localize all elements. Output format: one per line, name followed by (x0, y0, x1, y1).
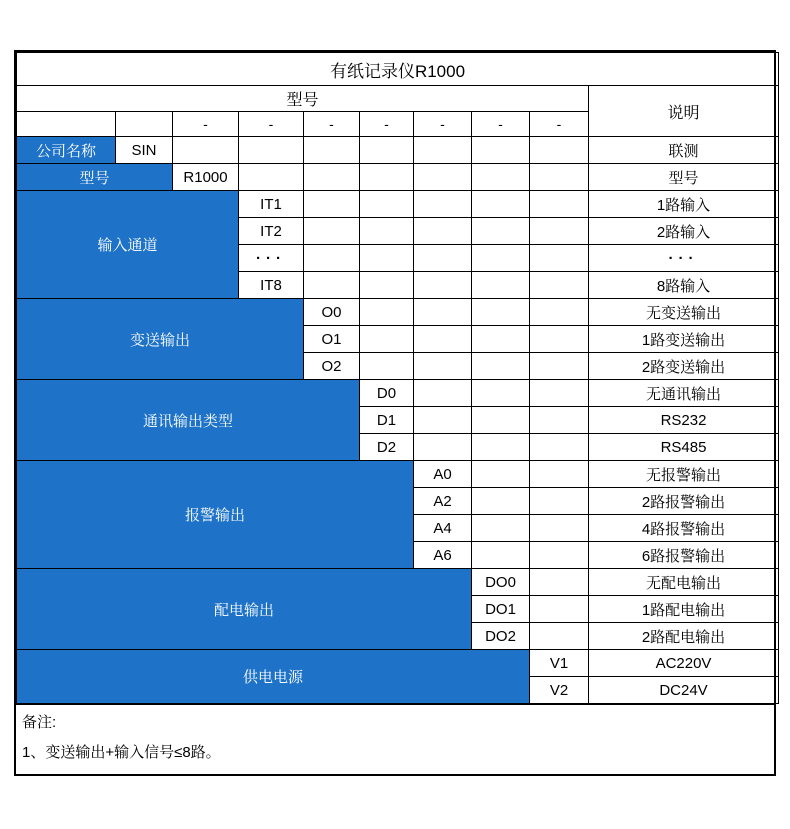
separator-dash-cell: - (472, 112, 530, 137)
category-cell-distribution-output: 配电输出 (17, 569, 472, 650)
table-row (17, 650, 779, 677)
code-cell: IT1 (239, 191, 304, 218)
code-cell: D1 (360, 407, 414, 434)
model-selection-table (16, 52, 779, 704)
empty-cell (472, 218, 530, 245)
table-row (17, 461, 779, 488)
empty-cell (472, 434, 530, 461)
empty-cell (472, 515, 530, 542)
empty-cell (530, 326, 589, 353)
empty-cell (360, 353, 414, 380)
empty-cell (472, 380, 530, 407)
separator-dash-cell: - (414, 112, 472, 137)
empty-cell (530, 299, 589, 326)
description-header: 说明 (589, 86, 779, 137)
description-cell: RS232 (589, 407, 779, 434)
empty-cell (530, 137, 589, 164)
code-cell: A0 (414, 461, 472, 488)
category-cell-transmitter-output: 变送输出 (17, 299, 304, 380)
empty-cell (530, 623, 589, 650)
empty-cell (472, 272, 530, 299)
table-row (17, 164, 779, 191)
table-row (17, 569, 779, 596)
empty-cell (530, 191, 589, 218)
description-cell: AC220V (589, 650, 779, 677)
empty-cell (530, 380, 589, 407)
model-header: 型号 (17, 86, 589, 112)
separator-dash-cell: - (239, 112, 304, 137)
empty-cell (530, 218, 589, 245)
code-cell: DO0 (472, 569, 530, 596)
description-cell: 1路变送输出 (589, 326, 779, 353)
header-row-model (17, 86, 779, 112)
empty-cell (239, 164, 304, 191)
empty-cell (472, 191, 530, 218)
title-row (17, 53, 779, 86)
description-cell: 无配电输出 (589, 569, 779, 596)
page-title: 有纸记录仪R1000 (17, 53, 779, 86)
empty-cell (472, 488, 530, 515)
description-cell: 型号 (589, 164, 779, 191)
description-cell: 1路输入 (589, 191, 779, 218)
code-cell: V2 (530, 677, 589, 704)
empty-cell (472, 353, 530, 380)
description-cell: DC24V (589, 677, 779, 704)
category-cell-power-supply: 供电电源 (17, 650, 530, 704)
empty-cell (414, 380, 472, 407)
empty-cell (304, 218, 360, 245)
empty-cell (360, 272, 414, 299)
empty-cell (530, 542, 589, 569)
category-cell-company-name: 公司名称 (17, 137, 116, 164)
separator-dash-cell: - (360, 112, 414, 137)
code-cell: D2 (360, 434, 414, 461)
table-body (17, 53, 779, 704)
table-row (17, 380, 779, 407)
description-cell: 1路配电输出 (589, 596, 779, 623)
note-line-1: 1、变送输出+输入信号≤8路。 (22, 744, 221, 761)
description-cell: 2路输入 (589, 218, 779, 245)
code-cell: O2 (304, 353, 360, 380)
code-cell: O0 (304, 299, 360, 326)
empty-cell (360, 326, 414, 353)
empty-cell (530, 353, 589, 380)
description-cell: 4路报警输出 (589, 515, 779, 542)
empty-cell (414, 407, 472, 434)
description-cell: 2路配电输出 (589, 623, 779, 650)
code-cell: IT8 (239, 272, 304, 299)
empty-cell (414, 245, 472, 272)
selection-table-box (14, 50, 776, 776)
empty-cell (173, 137, 239, 164)
description-cell: 无通讯输出 (589, 380, 779, 407)
empty-cell (472, 299, 530, 326)
empty-cell (414, 434, 472, 461)
code-cell: D0 (360, 380, 414, 407)
empty-cell (360, 137, 414, 164)
empty-cell (472, 407, 530, 434)
separator-dash-cell: - (304, 112, 360, 137)
table-row (17, 137, 779, 164)
empty-cell (530, 461, 589, 488)
code-cell: A6 (414, 542, 472, 569)
empty-cell (360, 299, 414, 326)
empty-cell (472, 461, 530, 488)
empty-cell (530, 164, 589, 191)
code-cell: O1 (304, 326, 360, 353)
empty-cell (414, 353, 472, 380)
empty-cell (530, 515, 589, 542)
code-cell: SIN (116, 137, 173, 164)
empty-cell (414, 326, 472, 353)
empty-cell (414, 299, 472, 326)
category-cell-input-channels: 输入通道 (17, 191, 239, 299)
code-cell: ··· (239, 245, 304, 272)
empty-cell (472, 164, 530, 191)
empty-cell (304, 164, 360, 191)
empty-cell (360, 164, 414, 191)
description-cell: 联测 (589, 137, 779, 164)
notes-label: 备注: (22, 714, 57, 731)
empty-cell (530, 488, 589, 515)
table-row (17, 299, 779, 326)
empty-cell (414, 218, 472, 245)
description-cell: 2路变送输出 (589, 353, 779, 380)
description-cell: 无变送输出 (589, 299, 779, 326)
empty-cell (304, 137, 360, 164)
code-cell: DO1 (472, 596, 530, 623)
empty-cell (530, 434, 589, 461)
empty-cell (530, 272, 589, 299)
description-cell: 8路输入 (589, 272, 779, 299)
code-cell: V1 (530, 650, 589, 677)
empty-cell (414, 191, 472, 218)
code-cell: IT2 (239, 218, 304, 245)
description-cell: 2路报警输出 (589, 488, 779, 515)
empty-cell (472, 245, 530, 272)
empty-cell (116, 112, 173, 137)
empty-cell (472, 542, 530, 569)
description-cell: 6路报警输出 (589, 542, 779, 569)
category-cell-alarm-output: 报警输出 (17, 461, 414, 569)
code-cell: R1000 (173, 164, 239, 191)
description-cell: 无报警输出 (589, 461, 779, 488)
empty-cell (360, 245, 414, 272)
empty-cell (530, 596, 589, 623)
empty-cell (414, 137, 472, 164)
empty-cell (304, 191, 360, 218)
code-cell: DO2 (472, 623, 530, 650)
empty-cell (304, 272, 360, 299)
empty-cell (530, 245, 589, 272)
description-cell: RS485 (589, 434, 779, 461)
empty-cell (414, 164, 472, 191)
table-row (17, 191, 779, 218)
empty-cell (472, 137, 530, 164)
empty-cell (360, 191, 414, 218)
separator-dash-cell: - (530, 112, 589, 137)
empty-cell (414, 272, 472, 299)
empty-cell (530, 569, 589, 596)
code-cell: A4 (414, 515, 472, 542)
empty-cell (360, 218, 414, 245)
empty-cell (304, 245, 360, 272)
separator-dash-cell: - (173, 112, 239, 137)
category-cell-model: 型号 (17, 164, 173, 191)
empty-cell (17, 112, 116, 137)
empty-cell (239, 137, 304, 164)
description-cell: ··· (589, 245, 779, 272)
empty-cell (530, 407, 589, 434)
empty-cell (472, 326, 530, 353)
code-cell: A2 (414, 488, 472, 515)
notes-box (16, 704, 774, 774)
category-cell-comm-output-type: 通讯输出类型 (17, 380, 360, 461)
